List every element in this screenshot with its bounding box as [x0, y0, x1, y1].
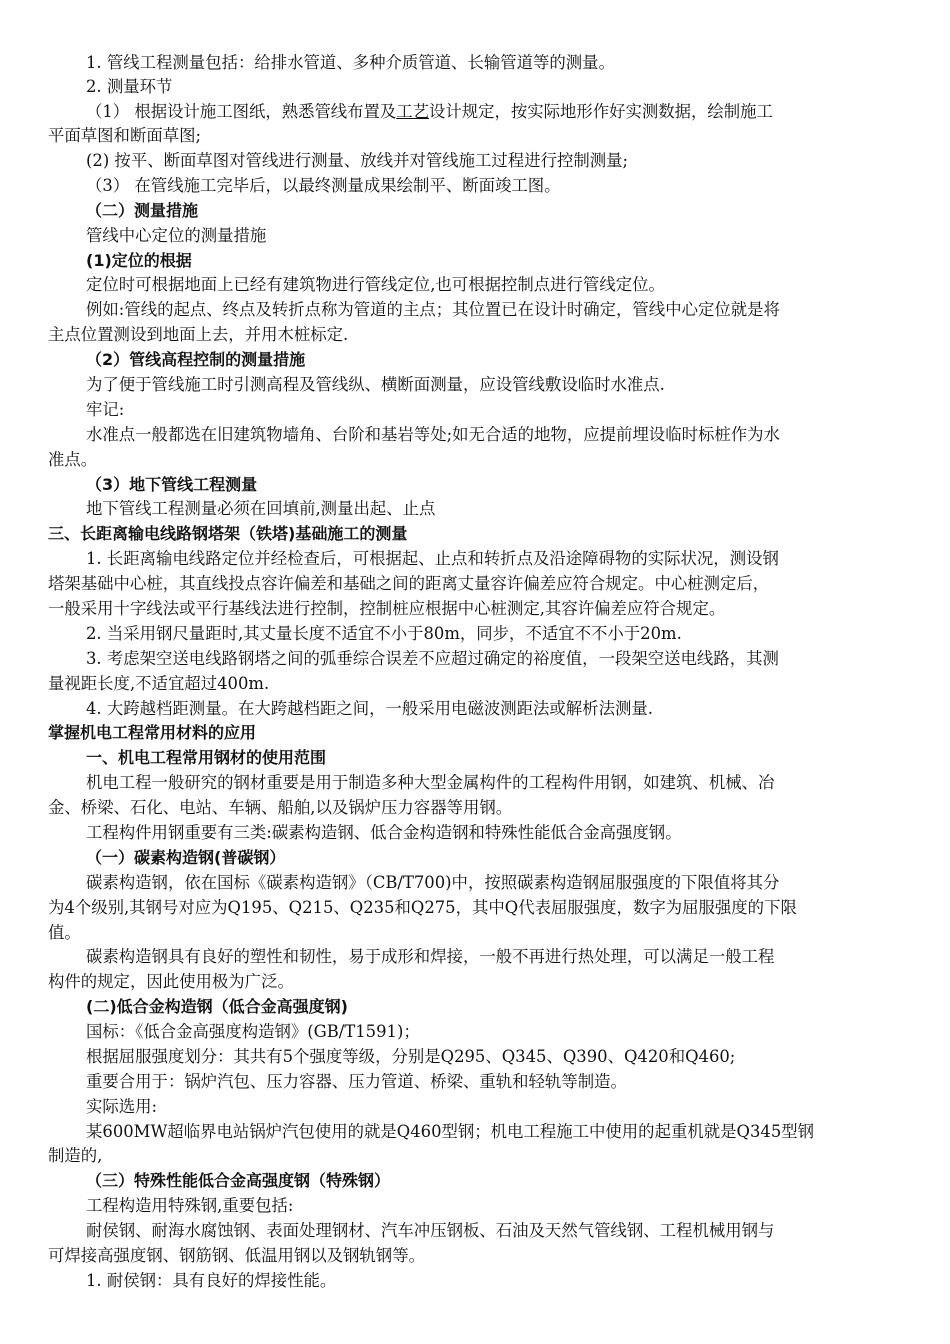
text-line: 某600MW超临界电站锅炉汽包使用的就是Q460型钢；机电工程施工中使用的起重机就是Q345型钢 — [86, 1122, 815, 1141]
text-line: 机电工程一般研究的钢材重要是用于制造多种大型金属构件的工程构件用钢，如建筑、机械、冶 — [86, 773, 775, 792]
text-line: （3） 在管线施工完毕后，以最终测量成果绘制平、断面竣工图。 — [86, 176, 561, 195]
text-line: 制造的, — [48, 1146, 103, 1165]
text-line: 塔架基础中心桩，其直线投点容许偏差和基础之间的距离丈量容许偏差应符合规定。中心桩测定后， — [48, 574, 770, 593]
text-line: 平面草图和断面草图; — [48, 126, 202, 145]
text-line: 工程构件用钢重要有三类:碳素构造钢、低合金构造钢和特殊性能低合金高强度钢。 — [86, 823, 682, 842]
text-line: 金、桥梁、石化、电站、车辆、船舶,以及锅炉压力容器等用钢。 — [48, 798, 513, 817]
chapter-heading: 三、长距离输电线路钢塔架（铁塔)基础施工的测量 — [48, 524, 408, 543]
text-line: 为4个级别,其钢号对应为Q195、Q215、Q235和Q275，其中Q代表屈服强度，数字为屈服强度的下限 — [48, 898, 797, 917]
text-line: 根据屈服强度划分：其共有5个强度等级，分别是Q295、Q345、Q390、Q420和Q460; — [86, 1047, 736, 1066]
text-line: 2. 测量环节 — [86, 77, 173, 96]
section-heading: (二)低合金构造钢（低合金高强度钢) — [86, 997, 348, 1016]
text-line: 构件的规定，因此使用极为广泛。 — [48, 972, 294, 991]
text-line: 水准点一般都选在旧建筑物墙角、台阶和基岩等处;如无合适的地物，应提前埋设临时标桩作为水 — [86, 425, 780, 444]
text-line: 可焊接高强度钢、钢筋钢、低温用钢以及钢轨钢等。 — [48, 1246, 425, 1265]
text-line: 值。 — [48, 923, 81, 942]
text-line: 为了便于管线施工时引测高程及管线纵、横断面测量，应设管线敷设临时水准点. — [86, 375, 665, 394]
text-line: 耐侯钢、耐海水腐蚀钢、表面处理钢材、汽车冲压钢板、石油及天然气管线钢、工程机械用钢与 — [86, 1221, 775, 1240]
section-heading: (1)定位的根据 — [86, 251, 192, 270]
section-heading: 一、机电工程常用钢材的使用范围 — [86, 748, 327, 767]
text-line: 牢记: — [86, 400, 125, 419]
section-heading: （一）碳素构造钢(普碳钢） — [86, 848, 286, 867]
text-part: 设计规定，按实际地形作好实测数据，绘制施工 — [429, 102, 773, 121]
text-line: 碳素构造钢，依在国标《碳素构造钢》（CB/T700)中，按照碳素构造钢屈服强度的下限值将其分 — [86, 873, 780, 892]
text-line: 主点位置测设到地面上去，并用木桩标定. — [48, 325, 349, 344]
chapter-heading: 掌握机电工程常用材料的应用 — [48, 723, 257, 742]
text-line: 管线中心定位的测量措施 — [86, 226, 267, 245]
text-line: 3. 考虑架空送电线路钢塔之间的弧垂综合误差不应超过确定的裕度值，一段架空送电线路，其测 — [86, 649, 779, 668]
text-line: 定位时可根据地面上已经有建筑物进行管线定位,也可根据控制点进行管线定位。 — [86, 275, 665, 294]
section-heading: （二）测量措施 — [86, 201, 199, 220]
text-line: 4. 大跨越档距测量。在大跨越档距之间，一般采用电磁波测距法或解析法测量. — [86, 699, 653, 718]
text-line: 碳素构造钢具有良好的塑性和韧性，易于成形和焊接，一般不再进行热处理，可以满足一般工程 — [86, 947, 775, 966]
text-line: 实际选用: — [86, 1097, 158, 1116]
text-line: 工程构造用特殊钢,重要包括: — [86, 1196, 294, 1215]
section-heading: （三）特殊性能低合金高强度钢（特殊钢） — [86, 1171, 391, 1190]
text-line: 2. 当采用钢尺量距时,其丈量长度不适宜不小于80m，同步，不适宜不不小于20m. — [86, 624, 682, 643]
text-line: 1. 耐侯钢：具有良好的焊接性能。 — [86, 1271, 337, 1290]
text-line: 1. 长距离输电线路定位并经检查后，可根据起、止点和转折点及沿途障碍物的实际状况，测设钢 — [86, 549, 779, 568]
text-line — [86, 100, 905, 124]
text-line: 量视距长度,不适宜超过400m. — [48, 674, 270, 693]
text-line: 地下管线工程测量必须在回填前,测量出起、止点 — [86, 499, 436, 518]
section-heading: （3）地下管线工程测量 — [86, 475, 258, 494]
section-heading: （2）管线高程控制的测量措施 — [86, 350, 306, 369]
text-part: （1） 根据设计施工图纸，熟悉管线布置及 — [86, 102, 397, 121]
text-line: 一般采用十字线法或平行基线法进行控制，控制桩应根据中心桩测定,其容许偏差应符合规定。 — [48, 599, 726, 618]
underlined-term: 工艺 — [396, 102, 430, 121]
text-line: (2) 按平、断面草图对管线进行测量、放线并对管线施工过程进行控制测量; — [86, 151, 629, 170]
text-line: 例如:管线的起点、终点及转折点称为管道的主点；其位置已在设计时确定，管线中心定位就是将 — [86, 300, 780, 319]
text-line: 国标：《低合金高强度构造钢》(GB/T1591)； — [86, 1022, 420, 1041]
text-line: 重要合用于：锅炉汽包、压力容器、压力管道、桥梁、重轨和轻轨等制造。 — [86, 1072, 627, 1091]
text-line: 准点。 — [48, 450, 98, 469]
text-line: 1. 管线工程测量包括：给排水管道、多种介质管道、长输管道等的测量。 — [86, 53, 615, 72]
